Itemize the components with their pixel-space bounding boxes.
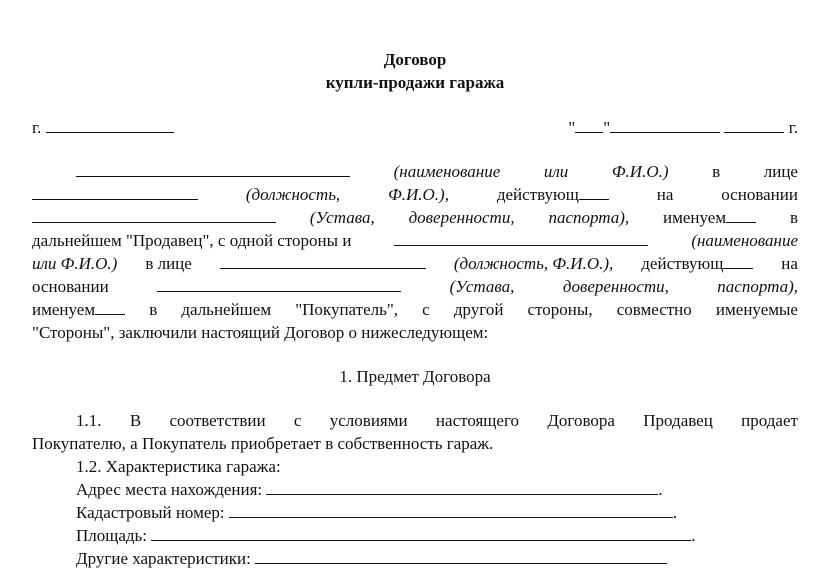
seller-named-blank[interactable]	[726, 207, 756, 223]
buyer-named-blank[interactable]	[95, 299, 125, 315]
buyer-rep-blank[interactable]	[220, 253, 426, 269]
preamble-line-3: (Устава, доверенности, паспорта), именуем в	[32, 206, 798, 229]
city-blank[interactable]	[46, 117, 174, 133]
preamble-line-6: основании (Устава, доверенности, паспорта),	[32, 277, 798, 296]
field-cadastral: Кадастровый номер: .	[76, 503, 678, 522]
buyer-ending-blank[interactable]	[723, 253, 753, 269]
date-day-blank[interactable]	[575, 117, 603, 133]
field-other: Другие характеристики:	[32, 547, 798, 570]
preamble-line-1: (наименование или Ф.И.О.) в лице	[32, 160, 798, 183]
seller-rep-blank[interactable]	[32, 184, 198, 200]
document-title: Договор	[383, 50, 447, 69]
field-address: Адрес места нахождения: .	[76, 480, 663, 499]
document-subtitle: купли-продажи гаража	[325, 73, 505, 92]
date-year-blank[interactable]	[724, 117, 784, 133]
seller-basis-blank[interactable]	[32, 207, 276, 223]
cadastral-blank[interactable]	[229, 502, 673, 518]
clause-1-2: 1.2. Характеристика гаража:	[76, 457, 281, 476]
preamble-line-5: или Ф.И.О.) в лице (должность, Ф.И.О.), действующ на	[32, 254, 798, 273]
area-blank[interactable]	[151, 525, 691, 541]
buyer-name-blank[interactable]	[394, 230, 648, 246]
clause-1-1-line-1: 1.1. В соответствии с условиями настоящего Договора Продавец продает	[76, 411, 798, 430]
clause-1-1-line-2: Покупателю, а Покупатель приобретает в собственность гараж.	[32, 434, 494, 453]
date-field[interactable]: " " г.	[568, 118, 798, 137]
city-date-line	[32, 116, 798, 139]
date-month-blank[interactable]	[610, 117, 720, 133]
field-area: Площадь: .	[76, 526, 696, 545]
seller-name-blank[interactable]	[76, 161, 350, 177]
preamble-line-2: (должность, Ф.И.О.), действующ на основании	[32, 183, 798, 206]
address-blank[interactable]	[266, 479, 658, 495]
other-blank[interactable]	[255, 548, 667, 564]
seller-ending-blank[interactable]	[579, 184, 609, 200]
buyer-basis-blank[interactable]	[157, 276, 401, 292]
section-1-heading: 1. Предмет Договора	[339, 367, 491, 386]
city-field[interactable]: г.	[32, 116, 174, 139]
preamble-line-7: именуем в дальнейшем "Покупатель", с другой стороны, совместно именуемые	[32, 300, 798, 319]
preamble-line-4: дальнейшем "Продавец", с одной стороны и (наименование	[32, 231, 798, 250]
preamble-line-8: "Стороны", заключили настоящий Договор о нижеследующем:	[32, 323, 489, 342]
